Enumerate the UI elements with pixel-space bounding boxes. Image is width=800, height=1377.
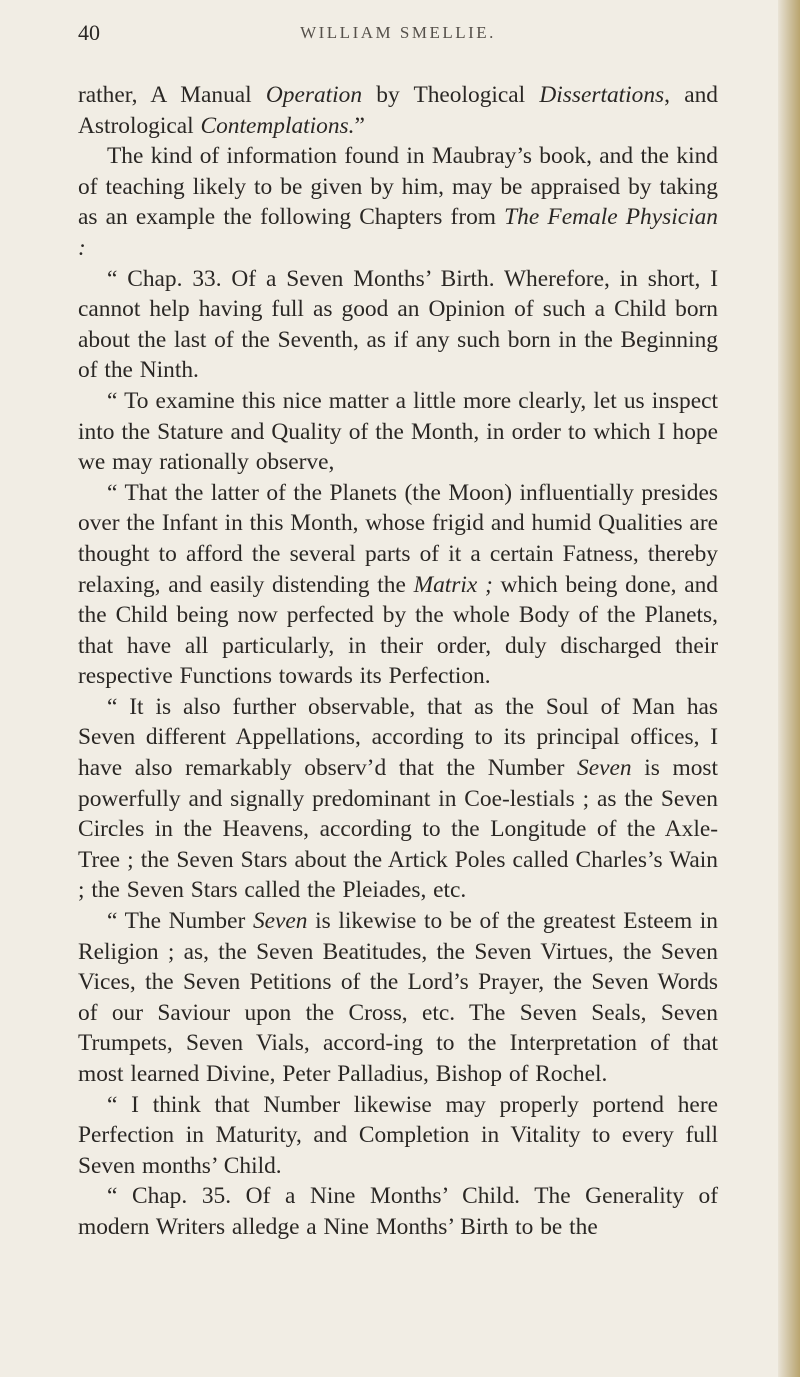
paragraph bbox=[78, 692, 718, 906]
running-head: WILLIAM SMELLIE. bbox=[300, 23, 496, 42]
text-run: is likewise to be of the greatest Esteem in Religion ; as, the Seven Beatitudes, the Seven Virtues, the Seven Vices, the Seven Petitions of the Lord’s Prayer, the Seven Words of our Saviour upon the Cross, etc. The Seven Seals, Seven Trumpets, Seven Vials, accord-ing to the Interpretation of that most learned Divine, Peter Palladius, Bishop of Rochel. bbox=[78, 908, 718, 1087]
paragraph bbox=[78, 1181, 718, 1242]
paragraph bbox=[78, 80, 718, 141]
body-text bbox=[78, 80, 718, 1243]
italic-text: Seven bbox=[252, 908, 308, 935]
text-run: “ Chap. 35. Of a Nine Months’ Child. The Generality of modern Writers alledge a Nine Months’ Birth to be the bbox=[78, 1183, 718, 1240]
paragraph bbox=[78, 1090, 718, 1182]
text-run: “ It is also further observable, that as the Soul of Man has Seven different Appellations, according to its principal offices, I have also remarkably observ’d that the Number bbox=[78, 693, 718, 782]
paragraph bbox=[78, 906, 718, 1090]
text-run: “ That the latter of the Planets (the Moon) influentially presides over the Infant in this Month, whose frigid and humid Qualities are thought to afford the several parts of it a certain Fatness, thereby relaxing, and easily distending the bbox=[78, 479, 718, 598]
italic-text: Operation bbox=[265, 82, 363, 108]
paragraph bbox=[78, 478, 718, 692]
paragraph bbox=[78, 386, 718, 478]
paragraph bbox=[78, 141, 718, 263]
text-run: “ I think that Number likewise may properly portend here Perfection in Maturity, and Completion in Vitality to every full Seven months’ Child. bbox=[78, 1091, 718, 1179]
text-run: by Theological bbox=[362, 82, 540, 108]
text-run: “ To examine this nice matter a little more clearly, let us inspect into the Stature and Quality of the Month, in order to which I hope we may rationally observe, bbox=[78, 387, 718, 476]
italic-text: Seven bbox=[577, 755, 632, 782]
text-run: ” bbox=[354, 112, 365, 139]
text-run: rather, A Manual bbox=[78, 82, 266, 108]
page-header bbox=[78, 20, 718, 50]
page-number: 40 bbox=[78, 20, 100, 45]
text-run: is most powerfully and signally predominant in Coe-lestials ; as the Seven Circles in the Heavens, according to the Longitude of the Axle-Tree ; the Seven Stars about the Artick Poles called Charles’s Wain ; the Seven Stars called the Pleiades, etc. bbox=[78, 755, 718, 904]
italic-text: Matrix ; bbox=[413, 571, 493, 598]
page-edge bbox=[778, 0, 800, 1377]
italic-text: Contemplations. bbox=[200, 112, 355, 139]
text-run: “ The Number bbox=[107, 908, 253, 935]
text-run: “ Chap. 33. Of a Seven Months’ Birth. Wherefore, in short, I cannot help having full as good an Opinion of such a Child born about the last of the Seventh, as if any such born in the Beginning of the Ninth. bbox=[78, 265, 718, 384]
paragraph bbox=[78, 264, 718, 386]
text-run: The kind of information found in Maubray’s book, and the kind of teaching likely to be given by him, may be appraised by taking as an example the following Chapters from bbox=[78, 143, 718, 231]
italic-text: The Female Physician : bbox=[78, 204, 718, 261]
text-run: which being done, and the Child being now perfected by the whole Body of the Planets, that have all particularly, in their order, duly discharged their respective Functions towards its Perfection. bbox=[78, 571, 718, 690]
italic-text: Dissertations bbox=[539, 82, 665, 108]
text-run: , and Astrological bbox=[78, 82, 718, 139]
